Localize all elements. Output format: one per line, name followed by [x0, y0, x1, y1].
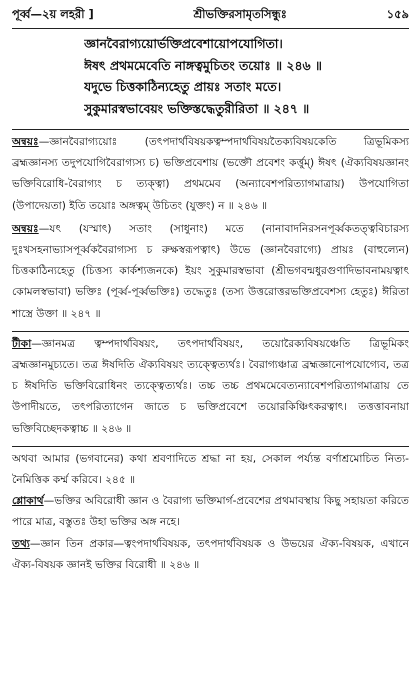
tika-text: —জ্ঞানমত্র ত্বম্পদার্থবিষয়ং, তৎপদার্থবিষয়ং, তয়োরৈক্যবিষয়ঞ্চেতি ত্রিভূমিকং ব্রহ্মজ্ঞানমুচ্যতে। তত্র ঈষদিতি ঐক্যবিষয়ং ত্যক্ত্বেত্যর্থঃ। বৈরাগ্যঞ্চাত্র ব্রহ্মজ্ঞানোপযোগ্যেব, তত্র চ ঈষদিতি ভক্তিবিরোধিনং ত্যক্ত্বেত্যর্থঃ। তচ্চ তচ্চ প্রথমমেবেত্যন্যাবেশপরিত্যাগমাত্রায় তে উপাদীয়তে, তৎপরিত্যাগেন জাতে চ ভক্তিপ্রবেশে তয়োরকিঞ্চিৎকরত্বাৎ। তত্তত্তাবনায়া ভক্তিবিচ্ছেদকত্বাচ্চ ॥ ২৪৬ ॥ [12, 337, 409, 435]
tathya-text: —জ্ঞান তিন প্রকার—ত্বংপদার্থবিষয়ক, তৎপদার্থবিষয়ক ও উভয়ের ঐক্য-বিষয়ক, এখানে ঐক্য-বিষয়ক জ্ঞানই ভক্তির বিরোধী ॥ ২৪৬ ॥ [12, 537, 409, 571]
tathya-paragraph [12, 534, 409, 576]
verse-line: জ্ঞানবৈরাগ্যয়োর্ভক্তিপ্রবেশায়োপযোগিতা। [84, 36, 283, 51]
tika-commentary [12, 334, 409, 440]
divider [12, 331, 409, 332]
anvaya-text: —যৎ (যস্মাৎ) সতাং (সাধুনাং) মতে (নানাবাদনিরসনপূর্ব্বকতত্ত্ববিচারস্য দুঃখসহনাভ্যাসপূর্ব্বকবৈরাগ্যস্য চ রুক্ষস্বরূপত্বাৎ) উভে (জ্ঞানবৈরাগ্যে) প্রায়ঃ (বাহুল্যেন) চিত্তকাঠিন্যহেতু (চিত্তস্য কার্কশ্যজনকে) ইয়ং সুকুমারস্বভাবা (শ্রীভগবন্মধুরগুণাদিভাবনাময়ত্বাৎ কোমলস্বভাবা) ভক্তিঃ (পূর্ব্ব-পূর্ব্বভক্তিঃ) তদ্ধেতুঃ (তস্য উত্তরোত্তরভক্তিপ্রবেশস্য হেতুঃ) ঈরিতা শাস্ত্রে উক্তা ॥ ২৪৭ ॥ [12, 222, 409, 320]
divider [12, 129, 409, 130]
shlokartha-label: শ্লোকার্থ [12, 495, 44, 508]
page-number: ১৫৯ [386, 7, 409, 21]
shlokartha-paragraph [12, 491, 409, 533]
anvaya-label: অন্বয়ঃ [12, 222, 39, 235]
anvaya-246 [12, 132, 409, 217]
divider [12, 446, 409, 447]
verse-line: ঈষৎ প্রথমমেবেতি নাঙ্গত্বমুচিতং তয়োঃ ॥ ২৪৬ ॥ [84, 57, 322, 73]
anvaya-label: অন্বয়ঃ [12, 136, 39, 148]
shlokartha-text: —ভক্তির অবিরোধী জ্ঞান ও বৈরাগ্য ভক্তিমার্গ-প্রবেশের প্রথমাবস্থায় কিছু সহায়তা করিতে পারে মাত্র, বস্তুতঃ উহা ভক্তির অঙ্গ নহে। [12, 495, 409, 529]
running-head-left: পূর্ব্ব—২য় লহরী ] [12, 7, 94, 21]
tathya-label: তথ্য [12, 537, 30, 550]
page-header [12, 0, 409, 29]
verse-line: যদুভে চিত্তকাঠিন্যহেতু প্রায়ঃ সতাং মতে। [84, 79, 282, 94]
running-head-title: শ্রীভক্তিরসামৃতসিন্ধুঃ [193, 7, 287, 21]
sloka-verses [12, 29, 409, 123]
tika-label: টীকা [12, 337, 32, 350]
anvaya-text: —জ্ঞানবৈরাগ্যয়োঃ (তৎপদার্থবিষয়কত্বম্পদার্থবিষয়তৈক্যবিষয়কেতি ত্রিভূমিকস্য ব্রহ্মজ্ঞানস্য তদুপযোগিবৈরাগ্যস্য চ) ভক্তিপ্রবেশায় (ভক্তৌ প্রবেশং কর্ত্তুম্) ঈষৎ (ঐক্যবিষয়জ্ঞানং ভক্তিবিরোধি-বৈরাগ্যং চ ত্যক্ত্বা) প্রথমমেব (অন্যাবেশপরিত্যাগমাত্রায়) উপযোগিতা (উপাদেয়তা) ইতি তয়োঃ অঙ্গত্বম্ উচিতং (যুক্তং) ন ॥ ২৪৬ ॥ [12, 136, 409, 212]
bengali-continuation: অথবা আমার (ভগবানের) কথা শ্রবণাদিতে শ্রদ্ধা না হয়, সেকাল পর্য্যন্ত বর্ণাশ্রমোচিত নিত্য-নৈমিত্তিক কর্ম্ম করিবে। ২৪৫ ॥ [12, 452, 409, 487]
verse-line: সুকুমারস্বভাবেয়ং ভক্তিস্তদ্ধেতুরীরিতা ॥ ২৪৭ ॥ [84, 100, 310, 116]
anvaya-247 [12, 219, 409, 325]
